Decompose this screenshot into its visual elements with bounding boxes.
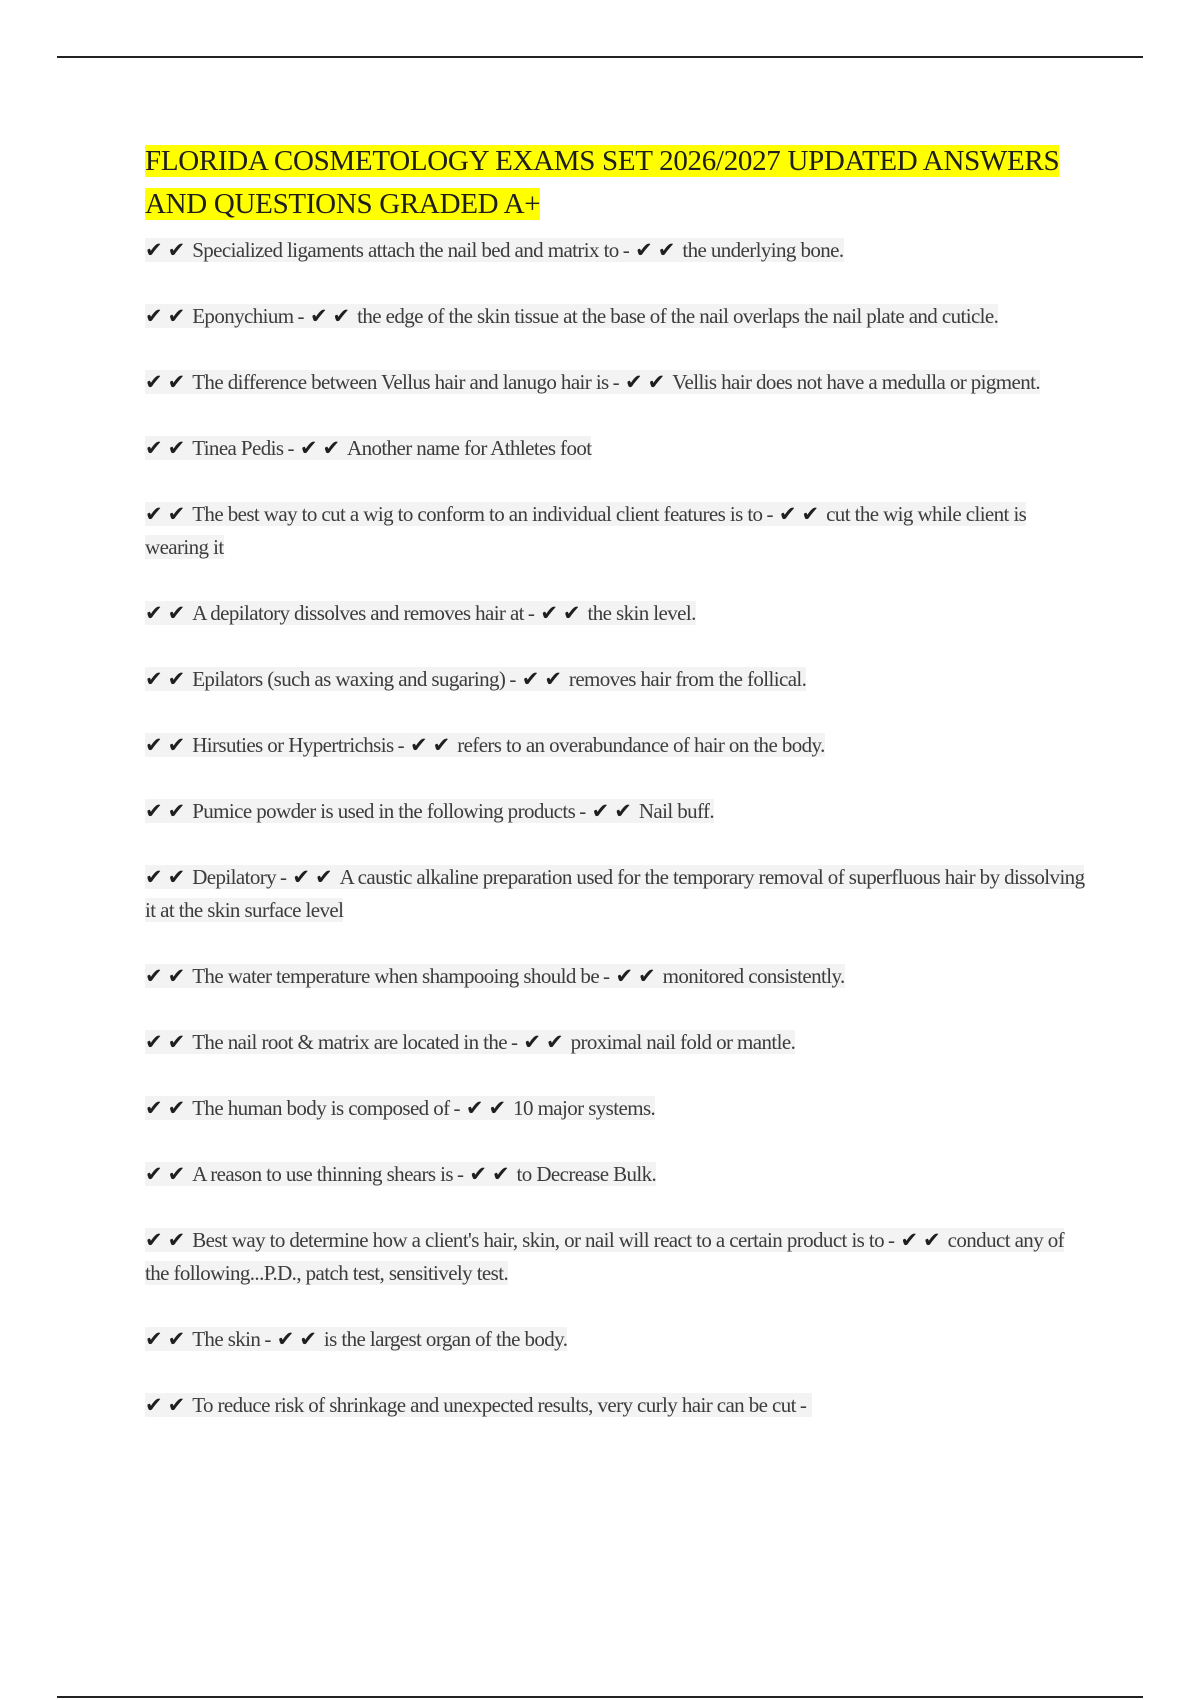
- bottom-rule: [57, 1696, 1143, 1698]
- checkmark-icon: ✔✔: [635, 238, 681, 262]
- checkmark-icon: ✔✔: [299, 436, 346, 460]
- checkmark-icon: ✔✔: [900, 1228, 946, 1252]
- checkmark-icon: ✔✔: [145, 799, 191, 823]
- checkmark-icon: ✔✔: [145, 1096, 191, 1120]
- separator: -: [888, 1228, 895, 1252]
- question-text: A reason to use thinning shears is: [192, 1162, 453, 1186]
- answer-text: the edge of the skin tissue at the base of the nail overlaps the nail plate and cuticle.: [357, 304, 999, 328]
- checkmark-icon: ✔✔: [145, 1162, 191, 1186]
- checkmark-icon: ✔✔: [591, 799, 637, 823]
- answer-text: conduct any of the following...P.D., patch test, sensitively test.: [145, 1228, 1065, 1285]
- checkmark-icon: ✔✔: [145, 436, 191, 460]
- checkmark-icon: ✔✔: [145, 502, 191, 526]
- document-title: FLORIDA COSMETOLOGY EXAMS SET 2026/2027 UPDATED ANSWERS AND QUESTIONS GRADED A+: [145, 145, 1060, 220]
- qa-item: [145, 366, 1090, 399]
- separator: -: [510, 1030, 518, 1054]
- checkmark-icon: ✔✔: [469, 1162, 515, 1186]
- question-text: The water temperature when shampooing should be: [192, 964, 600, 988]
- document-body: [145, 140, 1090, 1455]
- separator: -: [612, 370, 620, 394]
- separator: -: [297, 304, 304, 328]
- separator: -: [527, 601, 535, 625]
- answer-text: to Decrease Bulk.: [516, 1162, 657, 1186]
- answer-text: 10 major systems.: [513, 1096, 656, 1120]
- checkmark-icon: ✔✔: [465, 1096, 512, 1120]
- checkmark-icon: ✔✔: [145, 1030, 191, 1054]
- answer-text: Another name for Athletes foot: [347, 436, 592, 460]
- qa-item: [145, 1224, 1090, 1290]
- checkmark-icon: ✔✔: [145, 601, 191, 625]
- checkmark-icon: ✔✔: [540, 601, 586, 625]
- qa-item: [145, 597, 1090, 630]
- qa-list: [145, 234, 1090, 1422]
- checkmark-icon: ✔✔: [145, 304, 191, 328]
- checkmark-icon: ✔✔: [625, 370, 671, 394]
- separator: -: [287, 436, 294, 460]
- answer-text: monitored consistently.: [662, 964, 845, 988]
- answer-text: cut the wig while client is wearing it: [145, 502, 1027, 559]
- checkmark-icon: ✔✔: [778, 502, 825, 526]
- question-text: Epilators (such as waxing and sugaring): [192, 667, 506, 691]
- answer-text: removes hair from the follical.: [568, 667, 807, 691]
- question-text: The nail root & matrix are located in the: [192, 1030, 507, 1054]
- separator: -: [280, 865, 287, 889]
- qa-item: [145, 960, 1090, 993]
- separator: -: [453, 1096, 460, 1120]
- checkmark-icon: ✔✔: [521, 667, 567, 691]
- separator: -: [397, 733, 404, 757]
- qa-item: [145, 1323, 1090, 1356]
- answer-text: refers to an overabundance of hair on the body.: [457, 733, 825, 757]
- answer-text: Vellis hair does not have a medulla or pigment.: [672, 370, 1041, 394]
- checkmark-icon: ✔✔: [145, 1228, 191, 1252]
- question-text: Best way to determine how a client's hair, skin, or nail will react to a certain product is to: [192, 1228, 885, 1252]
- answer-text: Nail buff.: [638, 799, 715, 823]
- separator: -: [766, 502, 773, 526]
- qa-item: [145, 1389, 1090, 1422]
- separator: -: [799, 1393, 807, 1417]
- qa-item: [145, 300, 1090, 333]
- checkmark-icon: ✔✔: [409, 733, 456, 757]
- answer-text: the skin level.: [587, 601, 696, 625]
- checkmark-icon: ✔✔: [145, 1327, 191, 1351]
- qa-item: [145, 729, 1090, 762]
- question-text: Eponychium: [192, 304, 294, 328]
- checkmark-icon: ✔✔: [145, 733, 191, 757]
- checkmark-icon: ✔✔: [145, 370, 191, 394]
- checkmark-icon: ✔✔: [145, 964, 191, 988]
- question-text: Specialized ligaments attach the nail bed and matrix to: [192, 238, 619, 262]
- checkmark-icon: ✔✔: [276, 1327, 322, 1351]
- separator: -: [579, 799, 586, 823]
- qa-item: [145, 795, 1090, 828]
- checkmark-icon: ✔✔: [615, 964, 661, 988]
- qa-item: [145, 861, 1090, 927]
- question-text: A depilatory dissolves and removes hair at: [192, 601, 524, 625]
- question-text: Hirsuties or Hypertrichsis: [192, 733, 394, 757]
- qa-item: [145, 1092, 1090, 1125]
- qa-item: [145, 432, 1090, 465]
- qa-item: [145, 498, 1090, 564]
- question-text: The skin: [192, 1327, 261, 1351]
- separator: -: [603, 964, 610, 988]
- top-rule: [57, 56, 1143, 58]
- qa-item: [145, 1158, 1090, 1191]
- question-text: Tinea Pedis: [192, 436, 284, 460]
- answer-text: the underlying bone.: [682, 238, 844, 262]
- question-text: The best way to cut a wig to conform to an individual client features is to: [192, 502, 763, 526]
- question-text: Depilatory: [192, 865, 277, 889]
- qa-item: [145, 1026, 1090, 1059]
- separator: -: [509, 667, 516, 691]
- separator: -: [456, 1162, 464, 1186]
- separator: -: [622, 238, 630, 262]
- answer-text: proximal nail fold or mantle.: [570, 1030, 796, 1054]
- answer-text: is the largest organ of the body.: [323, 1327, 568, 1351]
- question-text: The difference between Vellus hair and lanugo hair is: [192, 370, 609, 394]
- qa-item: [145, 663, 1090, 696]
- checkmark-icon: ✔✔: [309, 304, 356, 328]
- answer-text: A caustic alkaline preparation used for the temporary removal of superfluous hair by dissolving it at the skin surface level: [145, 865, 1085, 922]
- checkmark-icon: ✔✔: [145, 238, 191, 262]
- question-text: To reduce risk of shrinkage and unexpected results, very curly hair can be cut: [192, 1393, 796, 1417]
- qa-item: [145, 234, 1090, 267]
- checkmark-icon: ✔✔: [523, 1030, 569, 1054]
- checkmark-icon: ✔✔: [145, 667, 191, 691]
- question-text: Pumice powder is used in the following products: [192, 799, 576, 823]
- checkmark-icon: ✔✔: [145, 1393, 191, 1417]
- checkmark-icon: ✔✔: [145, 865, 191, 889]
- separator: -: [264, 1327, 271, 1351]
- question-text: The human body is composed of: [192, 1096, 450, 1120]
- checkmark-icon: ✔✔: [292, 865, 338, 889]
